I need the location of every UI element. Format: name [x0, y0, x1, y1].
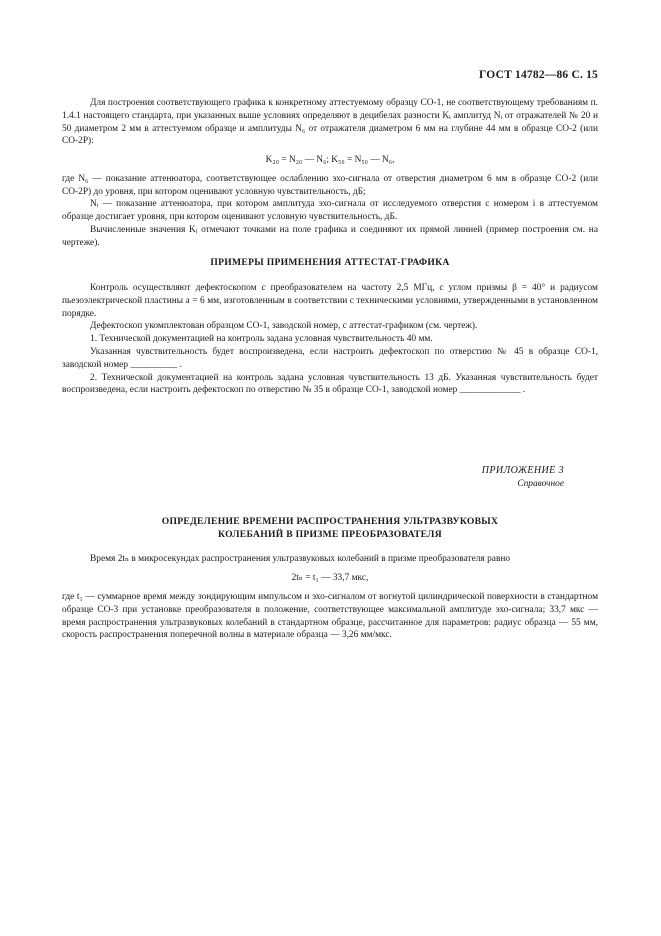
- intro-section: [62, 97, 598, 250]
- definition-n6: где N₆ — показание аттенюатора, соответствующее ослаблению эхо-сигнала от отверстия диаметром 6 мм в образце СО-2 (или СО-2Р) до уровня, при котором оценивают условную чувствительность, дБ;: [62, 173, 598, 197]
- appendix-title: КОЛЕБАНИЙ В ПРИЗМЕ ПРЕОБРАЗОВАТЕЛЯ: [218, 529, 442, 541]
- examples-heading: ПРИМЕРЫ ПРИМЕНЕНИЯ АТТЕСТАТ-ГРАФИКА: [210, 257, 450, 268]
- intro-formula: K₂₀ = N₂₀ — N₆; K₅₀ = N₅₀ — N₆,: [265, 155, 395, 166]
- appendix-paragraph: Время 2tₙ в микросекундах распространения ультразвуковых колебаний в призме преобразователя равно: [90, 554, 511, 565]
- examples-paragraph: 2. Технической документацией на контроль задана условная чувствительность 13 дБ. Указанная чувствительность будет воспроизведена, если настроить дефектоскоп по отверстию № 35 в образце СО-1, заводской номер _____________ .: [62, 372, 598, 396]
- appendix-formula: 2tₙ = t₁ — 33,7 мкс,: [291, 573, 369, 584]
- intro-paragraph: Для построения соответствующего графика к конкретному аттестуемому образцу СО-1, не соответствующему требованиям п. 1.4.1 настоящего стандарта, при указанных выше условиях определяют в децибелах разности Kᵢ амплитуд Nᵢ от отражателей № 20 и 50 диаметром 2 мм в аттестуемом образце и амплитуды N₆ от отражателя диаметром 6 мм на глубине 44 мм в образце СО-2 (или СО-2Р):: [62, 98, 598, 147]
- page-header: ГОСТ 14782—86 С. 15: [479, 69, 598, 81]
- appendix-title: ОПРЕДЕЛЕНИЕ ВРЕМЕНИ РАСПРОСТРАНЕНИЯ УЛЬТРАЗВУКОВЫХ: [161, 516, 499, 528]
- examples-paragraph: Контроль осуществляют дефектоскопом с преобразователем на частоту 2,5 МГц, с углом призмы β = 40° и радиусом пьезоэлектрической пластины a = 6 мм, изготовленным в соответствии с техническими условиями, утвержденными в установленном порядке.: [62, 283, 598, 319]
- appendix-sublabel: Справочное: [517, 478, 564, 489]
- appendix-definition: где t₁ — суммарное время между зондирующим импульсом и эхо-сигналом от вогнутой цилиндрической поверхности в стандартном образце СО-3 при установке преобразователя в положение, соответствующее максимальной амплитуде эхо-сигнала; 33,7 мкс — время распространения ультразвуковых колебаний в стандартном образце, рассчитанное для параметров: радиус образца — 55 мм, скорость распространения поперечной волны в материале образца — 3,26 мм/мкс.: [62, 592, 598, 641]
- examples-paragraph: Дефектоскоп укомплектован образцом СО-1, заводской номер, с аттестат-графиком (см. чертеж).: [90, 321, 478, 332]
- examples-paragraph: Указанная чувствительность будет воспроизведена, если настроить дефектоскоп по отверстию № 45 в образце СО-1, заводской номер __________ .: [62, 346, 598, 370]
- examples-paragraph: 1. Технической документацией на контроль задана условная чувствительность 40 мм.: [90, 334, 433, 345]
- appendix-label: ПРИЛОЖЕНИЕ 3: [481, 465, 564, 476]
- appendix-section: [62, 464, 598, 642]
- examples-section: [62, 256, 598, 397]
- definition-ni: Nᵢ — показание аттенюатора, при котором амплитуда эхо-сигнала от исследуемого отверстия с номером i в аттестуемом образце достигает уровня, при котором оценивают условную чувствительность, дБ.: [62, 199, 598, 223]
- intro-conclusion: Вычисленные значения Kᵢ отмечают точками на поле графика и соединяют их прямой линией (пример построения см. на чертеже).: [62, 225, 598, 248]
